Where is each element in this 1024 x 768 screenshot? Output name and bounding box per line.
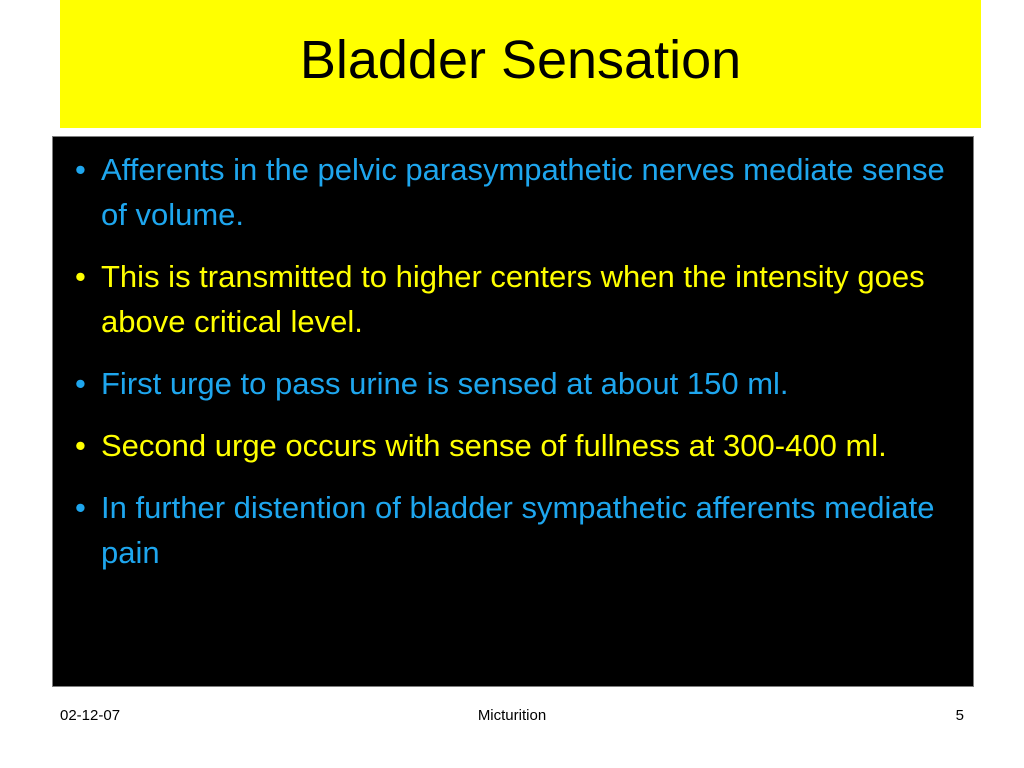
content-box: [52, 136, 974, 687]
bullet-dot-icon: •: [75, 366, 86, 401]
bullet-text: In further distention of bladder sympathetic afferents mediate pain: [101, 490, 935, 570]
bullet-dot-icon: •: [75, 490, 86, 525]
bullet-text: First urge to pass urine is sensed at about 150 ml.: [101, 366, 789, 401]
bullet-text: This is transmitted to higher centers when the intensity goes above critical level.: [101, 259, 925, 339]
bullet-list: [75, 147, 955, 592]
bullet-item: [75, 147, 955, 237]
bullet-item: [75, 485, 955, 575]
footer-topic: Micturition: [477, 707, 547, 724]
bullet-item: [75, 423, 955, 468]
slide-title: Bladder Sensation: [299, 30, 742, 90]
bullet-item: [75, 254, 955, 344]
bullet-dot-icon: •: [75, 259, 86, 294]
bullet-item: [75, 361, 955, 406]
bullet-text: Afferents in the pelvic parasympathetic nerves mediate sense of volume.: [101, 152, 945, 232]
bullet-dot-icon: •: [75, 152, 86, 187]
footer-date: 02-12-07: [60, 707, 121, 724]
bullet-text: Second urge occurs with sense of fullness at 300-400 ml.: [101, 428, 887, 463]
title-box: [60, 0, 981, 128]
footer-page-number: 5: [955, 707, 964, 724]
bullet-dot-icon: •: [75, 428, 86, 463]
